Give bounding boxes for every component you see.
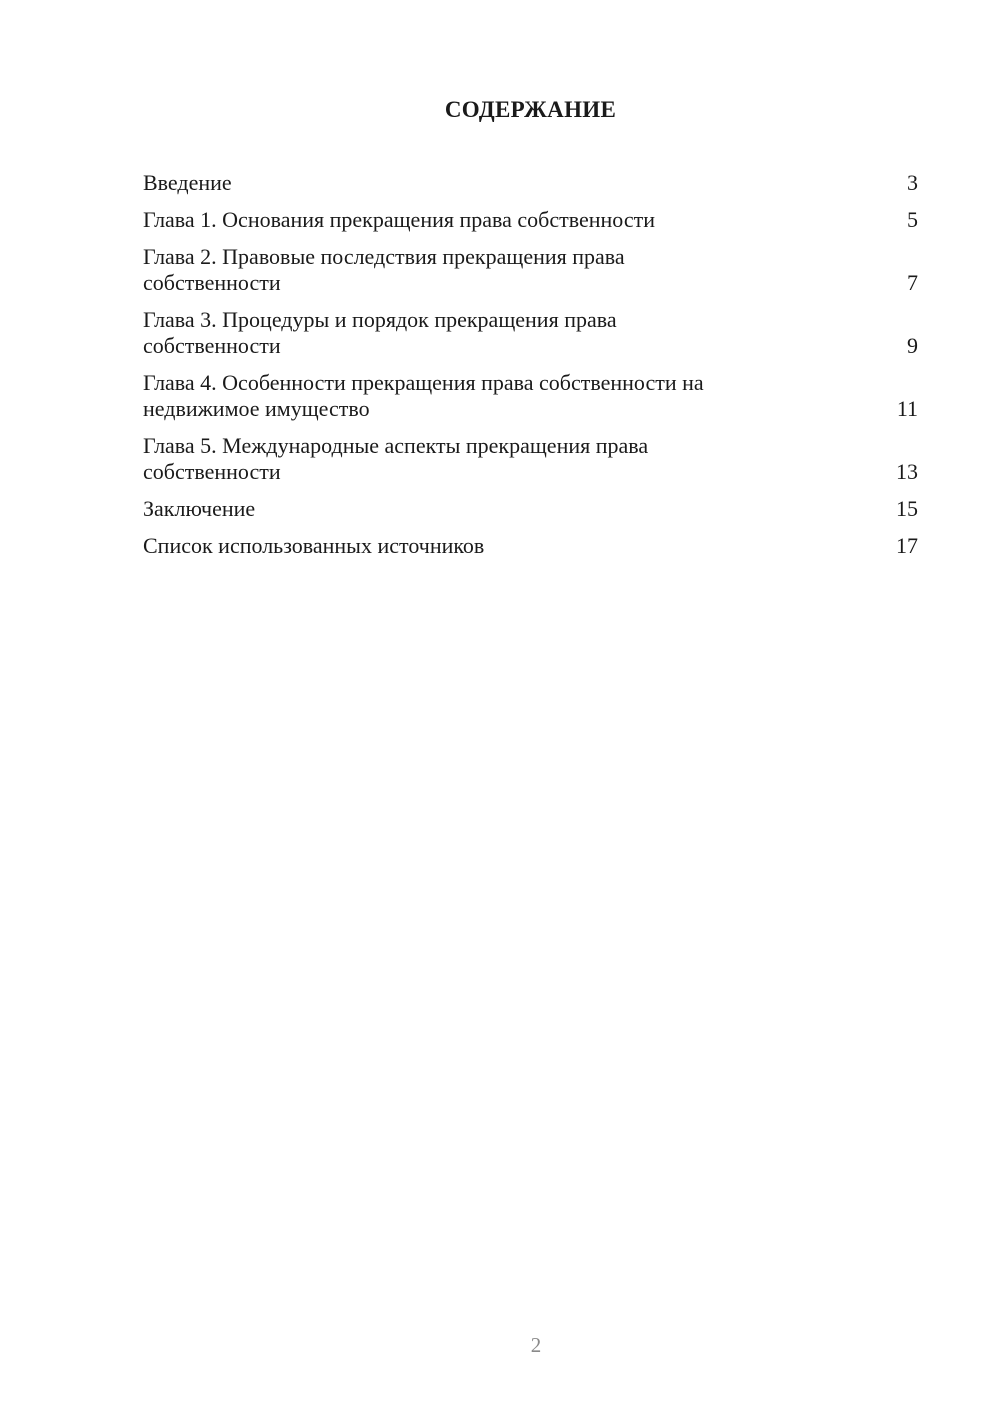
toc-entry-page: 7 <box>907 270 918 295</box>
toc-entry-line: собственности <box>143 459 281 484</box>
toc-entry[interactable] <box>143 207 918 233</box>
table-of-contents <box>143 170 918 570</box>
toc-entry-page: 3 <box>907 170 918 195</box>
toc-entry-page: 15 <box>896 496 918 521</box>
toc-entry-title <box>143 244 803 296</box>
toc-entry-title <box>143 307 803 359</box>
toc-entry-title <box>143 207 803 233</box>
toc-entry-line: Глава 2. Правовые последствия прекращения права <box>143 244 625 269</box>
page-number: 2 <box>530 1333 542 1357</box>
toc-entry-title <box>143 533 803 559</box>
toc-entry-line: недвижимое имущество <box>143 396 370 421</box>
toc-entry-line: Глава 4. Особенности прекращения права собственности на <box>143 370 704 395</box>
toc-entry-line: собственности <box>143 270 281 295</box>
toc-entry-line: Заключение <box>143 496 256 521</box>
toc-entry-page: 9 <box>907 333 918 358</box>
toc-entry-line: Глава 1. Основания прекращения права собственности <box>143 207 655 232</box>
toc-entry-title <box>143 433 803 485</box>
toc-entry-line: Введение <box>143 170 232 195</box>
toc-title: СОДЕРЖАНИЕ <box>444 97 617 122</box>
toc-entry[interactable] <box>143 370 918 422</box>
toc-entry[interactable] <box>143 170 918 196</box>
toc-entry-page: 11 <box>896 396 918 421</box>
toc-entry[interactable] <box>143 496 918 522</box>
toc-entry-title <box>143 170 803 196</box>
toc-entry-page: 17 <box>896 533 918 558</box>
toc-entry[interactable] <box>143 307 918 359</box>
toc-entry-line: собственности <box>143 333 281 358</box>
toc-entry-title <box>143 370 803 422</box>
toc-entry-line: Список использованных источников <box>143 533 485 558</box>
toc-entry-line: Глава 3. Процедуры и порядок прекращения права <box>143 307 617 332</box>
toc-entry[interactable] <box>143 244 918 296</box>
toc-entry-line: Глава 5. Международные аспекты прекращения права <box>143 433 649 458</box>
toc-entry-page: 13 <box>896 459 918 484</box>
toc-entry[interactable] <box>143 533 918 559</box>
toc-entry-page: 5 <box>907 207 918 232</box>
toc-entry[interactable] <box>143 433 918 485</box>
toc-entry-title <box>143 496 803 522</box>
